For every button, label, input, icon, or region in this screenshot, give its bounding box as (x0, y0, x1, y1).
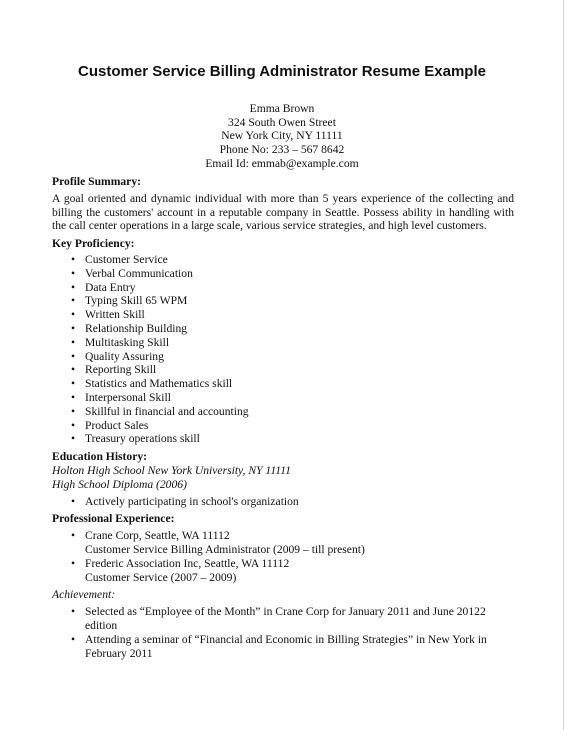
list-item-text: Typing Skill 65 WPM (85, 294, 188, 308)
education-diploma: High School Diploma (2006) (52, 477, 187, 491)
education-school: Holton High School New York University, NY 11111 (52, 463, 291, 477)
list-item (52, 377, 514, 391)
achievement-heading: Achievement: (52, 588, 116, 602)
list-item-text: Selected as “Employee of the Month” in Crane Corp for January 2011 and June 20122 edition (85, 605, 486, 632)
bullet-icon: • (71, 404, 76, 418)
bullet-icon: • (71, 605, 76, 619)
list-item-text: Multitasking Skill (85, 335, 170, 349)
bullet-icon: • (71, 632, 76, 646)
job-role: Customer Service Billing Administrator (2009 – till present) (85, 542, 365, 556)
bullet-icon: • (71, 556, 76, 570)
list-item-text: Treasury operations skill (85, 432, 200, 446)
job-company: Frederic Association Inc, Seattle, WA 11112 (85, 556, 290, 570)
bullet-icon: • (71, 363, 76, 377)
experience-heading: Professional Experience: (52, 512, 175, 526)
bullet-icon: • (71, 308, 76, 322)
bullet-icon: • (71, 494, 76, 508)
profile-heading: Profile Summary: (52, 175, 141, 188)
contact-city: New York City, NY 11111 (221, 129, 343, 143)
page-title: Customer Service Billing Administrator Resume Example (78, 63, 486, 80)
bullet-icon: • (71, 280, 76, 294)
list-item (52, 267, 514, 281)
bullet-icon: • (71, 390, 76, 404)
profile-summary-text: A goal oriented and dynamic individual with more than 5 years experience of the collecting and billing the customers' account in a reputable company in Seattle. Possess ability in handling with the call center operations in a large scale, various service strategies, and high level customers. (52, 191, 514, 233)
bullet-icon: • (71, 529, 76, 543)
bullet-icon: • (71, 335, 76, 349)
contact-block (0, 102, 564, 171)
experience-list (52, 529, 514, 584)
list-item (52, 336, 514, 350)
resume-content (52, 175, 514, 660)
achievement-list (52, 605, 514, 660)
bullet-icon: • (71, 377, 76, 391)
education-list (52, 495, 514, 509)
contact-street: 324 South Owen Street (228, 115, 336, 129)
proficiency-list (52, 253, 514, 446)
bullet-icon: • (71, 266, 76, 280)
contact-email: Email Id: emmab@example.com (205, 156, 359, 170)
list-item (52, 294, 514, 308)
list-item-text: Actively participating in school's organization (85, 494, 299, 508)
list-item (52, 308, 514, 322)
list-item-text: Data Entry (85, 280, 136, 294)
bullet-icon: • (71, 349, 76, 363)
proficiency-heading: Key Proficiency: (52, 237, 135, 251)
job-company: Crane Corp, Seattle, WA 11112 (85, 529, 230, 543)
list-item (52, 529, 514, 557)
bullet-icon: • (71, 294, 76, 308)
list-item-text: Customer Service (85, 252, 168, 266)
list-item-text: Quality Assuring (85, 349, 164, 363)
list-item-text: Skillful in financial and accounting (85, 404, 249, 418)
list-item (52, 363, 514, 377)
list-item (52, 557, 514, 585)
list-item-text: Relationship Building (85, 321, 188, 335)
list-item (52, 391, 514, 405)
contact-name: Emma Brown (249, 102, 315, 115)
list-item-text: Statistics and Mathematics skill (85, 377, 233, 391)
list-item (52, 633, 514, 661)
list-item (52, 350, 514, 364)
list-item-text: Verbal Communication (85, 266, 193, 280)
list-item (52, 605, 514, 633)
list-item (52, 419, 514, 433)
list-item-text: Reporting Skill (85, 363, 157, 377)
bullet-icon: • (71, 252, 76, 266)
list-item (52, 495, 514, 509)
contact-phone: Phone No: 233 – 567 8642 (219, 143, 345, 157)
bullet-icon: • (71, 321, 76, 335)
list-item-text: Written Skill (85, 308, 145, 322)
bullet-icon: • (71, 432, 76, 446)
list-item-text: Interpersonal Skill (85, 390, 171, 404)
job-role: Customer Service (2007 – 2009) (85, 570, 237, 584)
list-item (52, 405, 514, 419)
list-item (52, 253, 514, 267)
education-heading: Education History: (52, 450, 148, 464)
list-item-text: Attending a seminar of “Financial and Economic in Billing Strategies” in New York in February 2011 (85, 632, 487, 660)
bullet-icon: • (71, 418, 76, 432)
list-item-text: Product Sales (85, 418, 149, 432)
list-item (52, 281, 514, 295)
list-item (52, 322, 514, 336)
list-item (52, 432, 514, 446)
